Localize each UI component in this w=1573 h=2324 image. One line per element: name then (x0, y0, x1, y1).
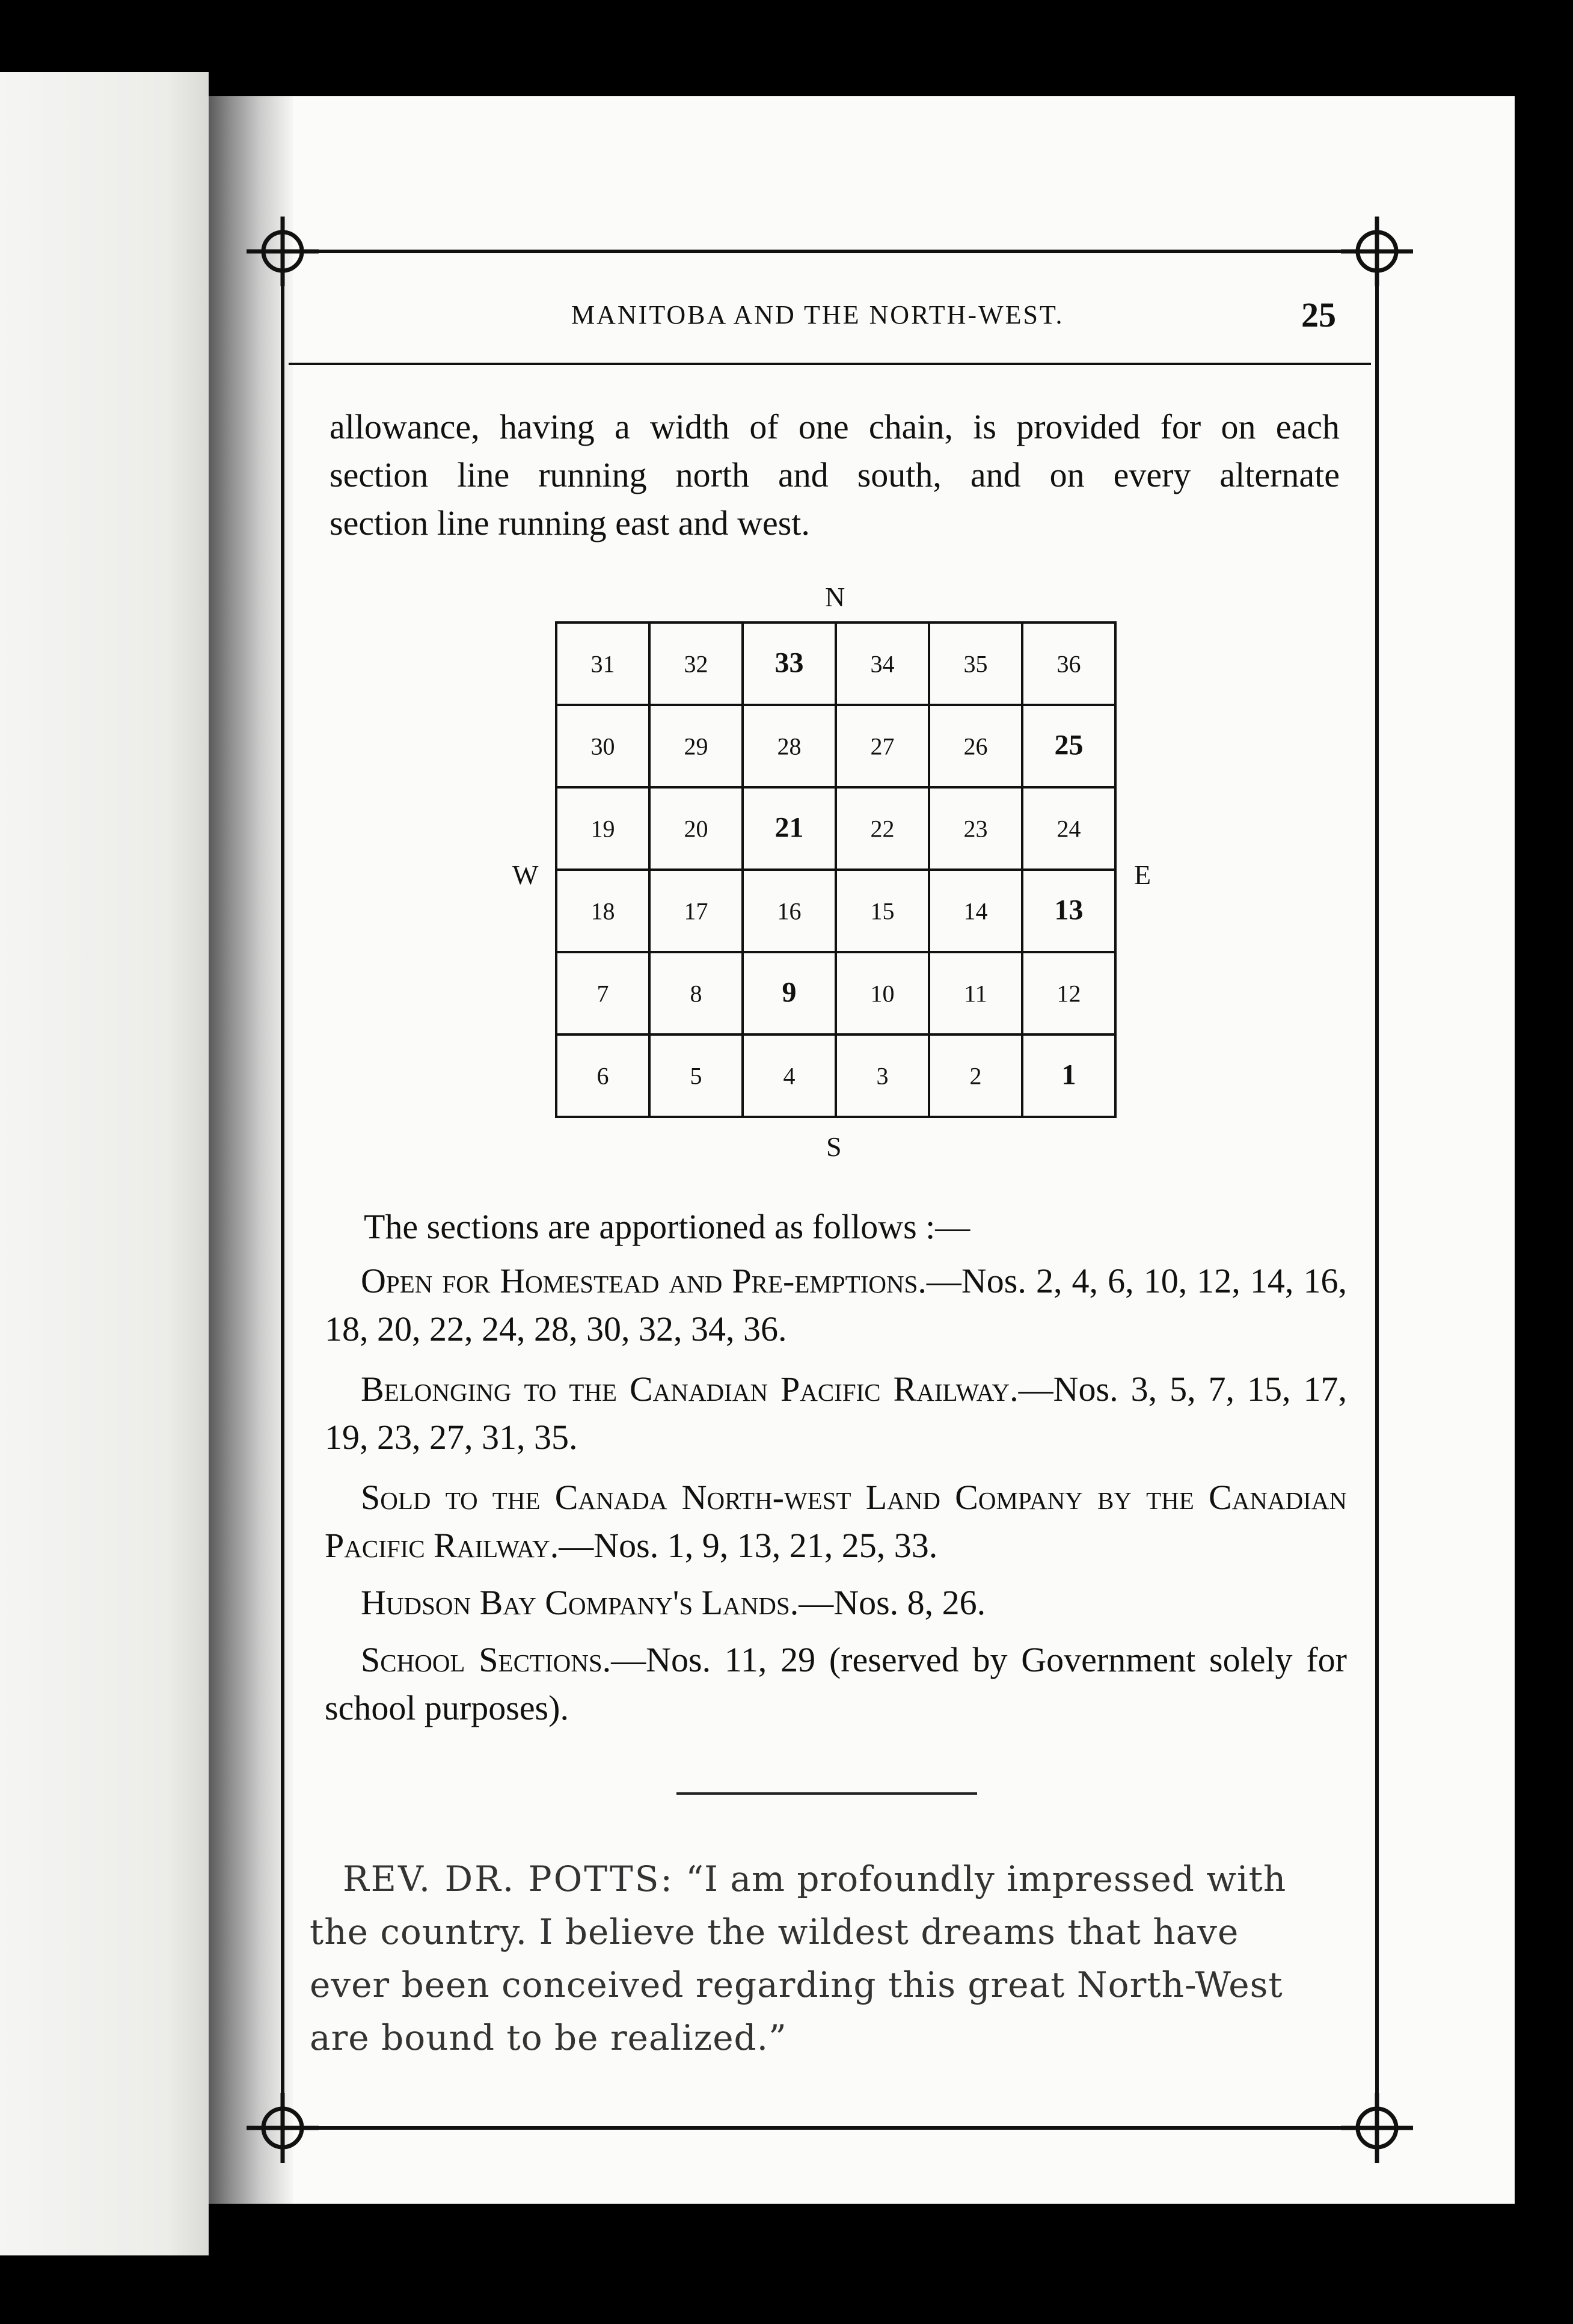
section-number: 14 (963, 897, 988, 925)
section-number: 23 (963, 815, 988, 843)
quote-text: “I am profoundly impressed with the country. I believe the wildest dreams that have ever been conceived regarding this great North-West are bound to be realized.” (310, 1858, 1287, 2058)
section-number: 1 (1061, 1059, 1076, 1091)
compass-south: S (826, 1131, 842, 1162)
apportionment-homestead (325, 1257, 1347, 1353)
page-number: 25 (1301, 295, 1336, 334)
section-number: 24 (1056, 815, 1081, 843)
section-number: 30 (590, 733, 615, 760)
section-number: 32 (684, 650, 708, 678)
intro-line: section line running east and west. (330, 503, 810, 543)
section-number: 13 (1054, 894, 1084, 926)
section-number: 28 (777, 733, 802, 760)
section-number: 15 (870, 897, 895, 925)
section-number: 6 (596, 1062, 609, 1090)
section-number: 35 (963, 650, 988, 678)
section-number: 2 (969, 1062, 982, 1090)
corner-ornament-top-left (247, 217, 319, 286)
section-number: 31 (590, 650, 615, 678)
section-number: 25 (1054, 729, 1084, 761)
apportionment-heading: Hudson Bay Company's Lands. (361, 1583, 799, 1622)
apportionment-numbers: —Nos. 1, 9, 13, 21, 25, 33. (559, 1526, 938, 1565)
corner-ornament-bottom-right (1341, 2093, 1413, 2163)
section-number: 17 (684, 897, 708, 925)
apportionment-heading: Open for Homestead and Pre-emptions. (361, 1261, 927, 1300)
intro-line: allowance, having a width of one chain, is provided for on each (330, 407, 1340, 446)
corner-ornament-bottom-left (247, 2093, 319, 2163)
sections-intro: The sections are apportioned as follows :— (364, 1207, 970, 1246)
apportionment-numbers: —Nos. 3, 5, 7, 15, 17, 19, 23, 27, 31, 35. (325, 1370, 1347, 1457)
apportionment-land-company (325, 1474, 1347, 1570)
section-number: 20 (684, 815, 708, 843)
section-number: 4 (783, 1062, 796, 1090)
apportionment-hudson-bay (325, 1579, 1347, 1627)
section-number: 3 (876, 1062, 889, 1090)
section-number: 34 (870, 650, 895, 678)
apportionment-heading: Belonging to the Canadian Pacific Railway. (361, 1370, 1019, 1409)
section-number: 5 (690, 1062, 702, 1090)
section-number: 16 (777, 897, 802, 925)
section-number: 22 (870, 815, 895, 843)
quote-speaker: REV. DR. POTTS: (343, 1858, 674, 1899)
section-number: 7 (596, 980, 609, 1007)
section-number: 11 (964, 980, 987, 1007)
section-number: 12 (1056, 980, 1081, 1007)
apportionment-cpr (325, 1365, 1347, 1462)
compass-west: W (512, 859, 539, 890)
apportionment-numbers: —Nos. 8, 26. (799, 1583, 986, 1622)
section-number: 26 (963, 733, 988, 760)
section-number: 29 (684, 733, 708, 760)
section-number: 21 (774, 811, 804, 844)
running-title: MANITOBA AND THE NORTH-WEST. (571, 300, 1064, 330)
corner-ornament-top-right (1341, 217, 1413, 286)
intro-paragraph (330, 403, 1340, 547)
intro-line: section line running north and south, and on every alternate (330, 455, 1340, 494)
section-number: 18 (590, 897, 615, 925)
section-number: 9 (782, 976, 797, 1009)
apportionment-school (325, 1636, 1347, 1732)
section-number: 19 (590, 815, 615, 843)
potts-quote (310, 1852, 1320, 2064)
apportionment-heading: School Sections. (361, 1640, 612, 1679)
section-number: 10 (870, 980, 895, 1007)
compass-north: N (825, 582, 845, 612)
apportionment-numbers: —Nos. 2, 4, 6, 10, 12, 14, 16, 18, 20, 22, 24, 28, 30, 32, 34, 36. (325, 1261, 1347, 1348)
section-number: 8 (690, 980, 702, 1007)
section-number: 33 (774, 647, 804, 679)
township-grid (553, 619, 1118, 1125)
compass-east: E (1134, 859, 1151, 890)
section-number: 27 (870, 733, 895, 760)
apportionment-numbers: —Nos. 11, 29 (reserved by Government solely for school purposes). (325, 1640, 1347, 1727)
apportionment-heading: Sold to the Canada North-west Land Company by the Canadian Pacific Railway. (325, 1478, 1347, 1565)
section-number: 36 (1056, 650, 1081, 678)
